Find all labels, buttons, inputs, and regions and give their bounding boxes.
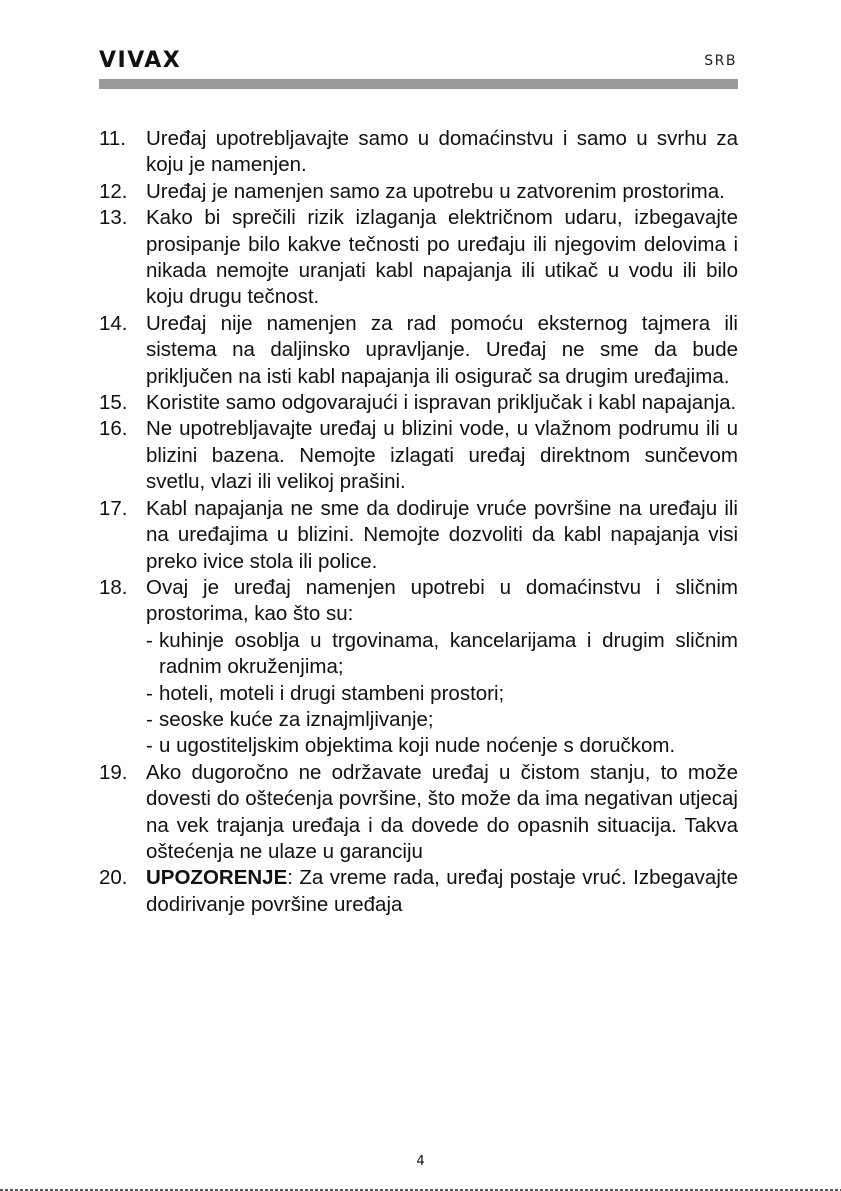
item-text-container [146, 865, 738, 918]
warning-label: UPOZORENJE [146, 866, 288, 890]
item-number: 16. [99, 417, 128, 441]
safety-instructions-list [99, 126, 738, 918]
item-number: 19. [99, 760, 128, 784]
item-number: 20. [99, 866, 128, 890]
sub-item [146, 628, 738, 681]
sub-item-text: hoteli, moteli i drugi stambeni prostori; [159, 681, 505, 705]
list-item-13 [99, 205, 738, 311]
item-text: Koristite samo odgovarajući i ispravan priključak i kabl napajanja. [146, 391, 737, 415]
item-text: Kako bi sprečili rizik izlaganja električnom udaru, izbegavajte prosipanje bilo kakve tečnosti po uređaju ili njegovim delovima i nikada nemojte uranjati kabl napajanja ili utikač u vodu ili bilo koju drugu tečnost. [146, 206, 738, 309]
vivax-logo: VIVAX [99, 48, 182, 73]
header-divider [99, 79, 738, 89]
item-text: Uređaj nije namenjen za rad pomoću eksternog tajmera ili sistema na daljinsko upravljanje. Uređaj ne sme da bude priključen na isti kabl napajanja ili osigurač sa drugim uređajima. [146, 311, 738, 388]
sub-item-text: u ugostiteljskim objektima koji nude noćenje s doručkom. [159, 734, 676, 758]
item-number: 12. [99, 179, 128, 203]
list-item-19 [99, 760, 738, 866]
sub-item [146, 681, 738, 707]
list-item-20 [99, 865, 738, 918]
sub-item [146, 707, 738, 733]
sub-item-dash: - [146, 707, 153, 731]
item-text: Ne upotrebljavajte uređaj u blizini vode, u vlažnom podrumu ili u blizini bazena. Nemojte izlagati uređaj direktnom sunčevom svetlu, vlazi ili velikoj prašini. [146, 417, 738, 494]
sub-item-dash: - [146, 628, 153, 652]
item-number: 11. [99, 127, 126, 150]
page-number: 4 [416, 1154, 425, 1169]
list-item-17 [99, 496, 738, 575]
sub-item-text: kuhinje osoblja u trgovinama, kancelarijama i drugim sličnim radnim okruženjima; [159, 628, 738, 679]
sub-item [146, 733, 738, 759]
item-text: Kabl napajanja ne sme da dodiruje vruće površine na uređaju ili na uređajima u blizini. Nemojte dozvoliti da kabl napajanja visi preko ivice stola ili police. [146, 496, 738, 573]
item-text: Uređaj upotrebljavajte samo u domaćinstvu i samo u svrhu za koju je namenjen. [146, 127, 738, 177]
item-number: 13. [99, 206, 128, 230]
item-text: : Za vreme rada, uređaj postaje vruć. Izbegavajte dodirivanje površine uređaja [146, 866, 738, 916]
sub-item-text: seoske kuće za iznajmljivanje; [159, 707, 434, 731]
sub-item-dash: - [146, 734, 153, 758]
item-text: Ovaj je uređaj namenjen upotrebi u domaćinstvu i sličnim prostorima, kao što su: [146, 575, 738, 626]
sub-item-dash: - [146, 681, 153, 705]
list-item-15 [99, 390, 738, 416]
item-number: 18. [99, 575, 128, 599]
list-item-14 [99, 311, 738, 390]
item-number: 15. [99, 391, 128, 415]
item-number: 14. [99, 311, 128, 335]
item-number: 17. [99, 496, 128, 520]
item-text: Ako dugoročno ne održavate uređaj u čistom stanju, to može dovesti do oštećenja površine, što može da ima negativan utjecaj na vek trajanja uređaja i da dovede do opasnih situacija. Takva oštećenja ne ulaze u garanciju [146, 760, 738, 863]
list-item-12 [99, 179, 738, 205]
list-item-18 [99, 575, 738, 760]
item-text: Uređaj je namenjen samo za upotrebu u zatvorenim prostorima. [146, 179, 725, 203]
language-label: SRB [704, 53, 737, 69]
list-item-16 [99, 416, 738, 495]
list-item-11 [99, 126, 738, 179]
